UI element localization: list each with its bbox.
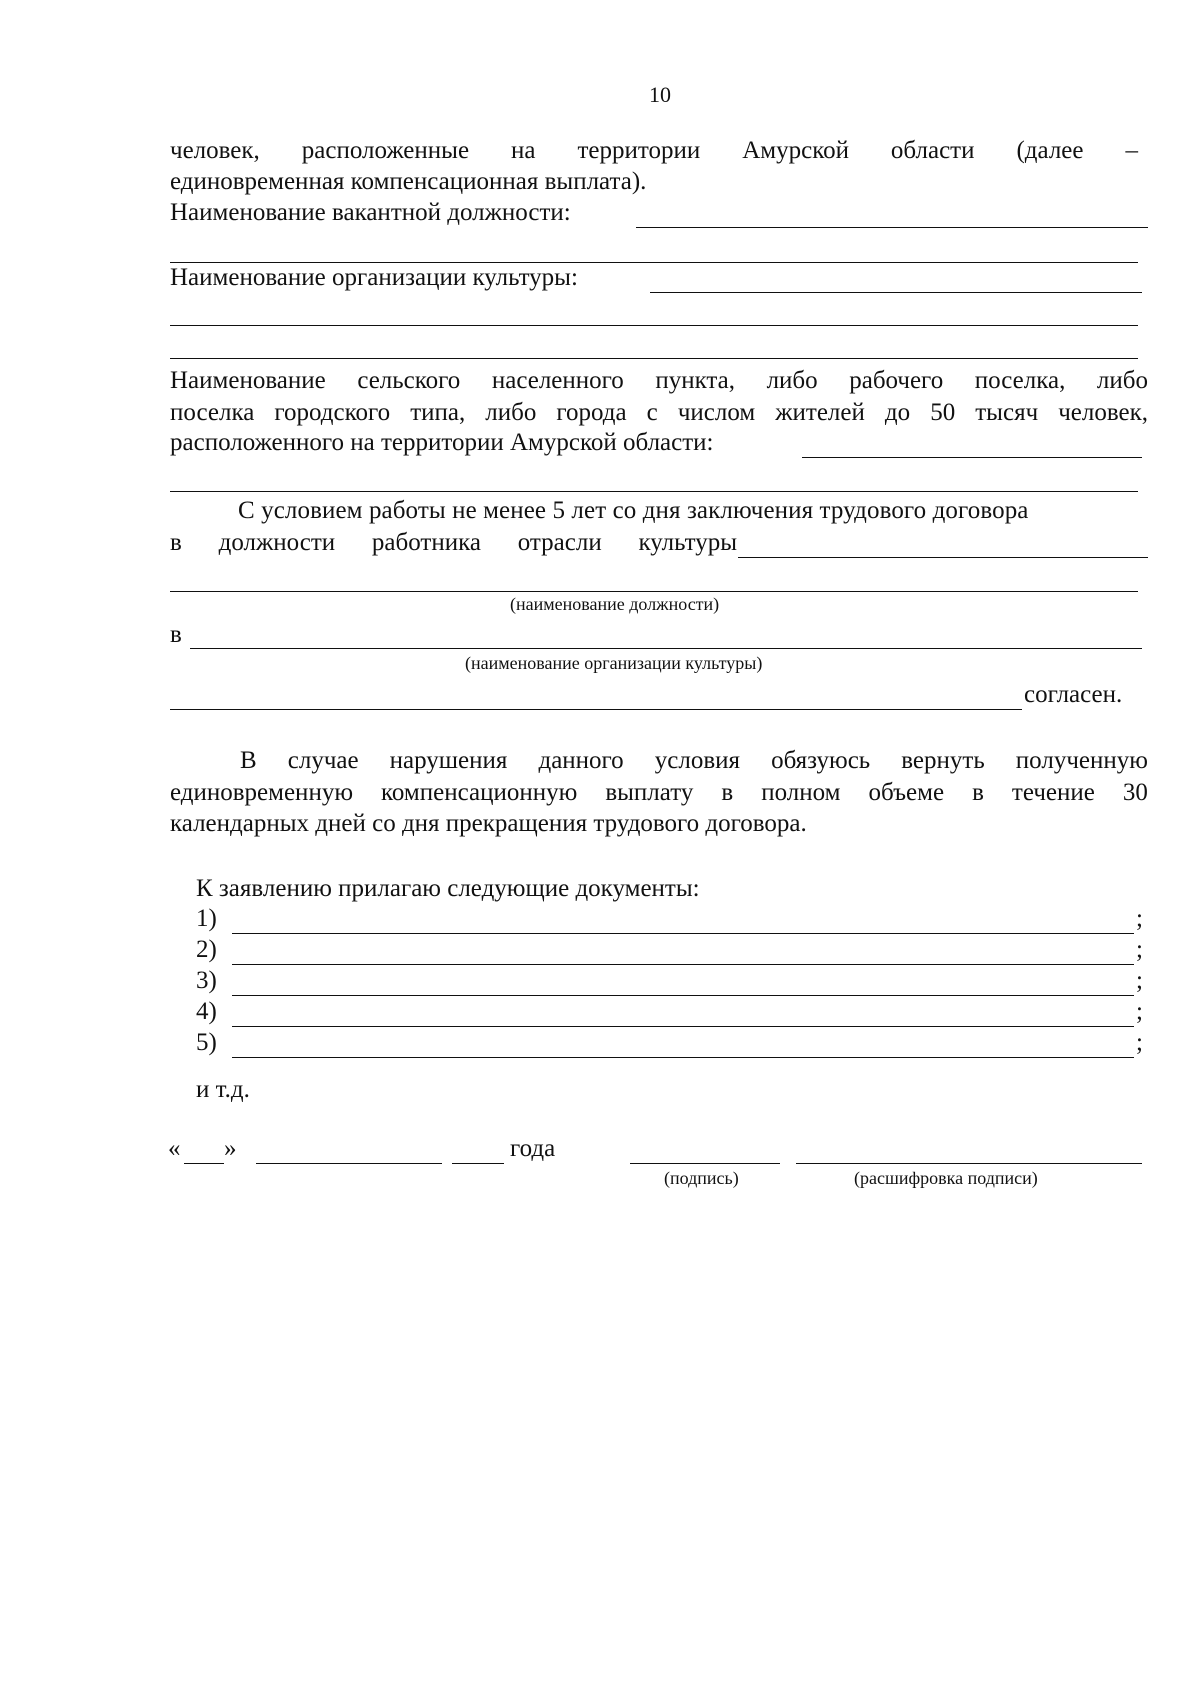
word: тысяч bbox=[975, 399, 1039, 426]
attachment-field[interactable] bbox=[232, 995, 1134, 996]
word: в bbox=[721, 779, 734, 806]
word: нарушения bbox=[389, 747, 508, 774]
word: 50 bbox=[930, 399, 956, 426]
condition-line-1: С условием работы не менее 5 лет со дня заключения трудового договора bbox=[238, 497, 1029, 524]
agree-field[interactable] bbox=[170, 709, 1022, 710]
word: человек, bbox=[1058, 399, 1148, 426]
word: В bbox=[240, 747, 257, 774]
attachment-number: 4) bbox=[196, 998, 217, 1025]
word: объеме bbox=[868, 779, 945, 806]
attachment-separator: ; bbox=[1136, 1029, 1143, 1056]
obligation-line-1 bbox=[240, 746, 1148, 776]
agree-text: согласен. bbox=[1024, 681, 1123, 708]
settlement-field[interactable] bbox=[802, 457, 1142, 458]
attachment-field[interactable] bbox=[232, 1057, 1134, 1058]
word: Наименование bbox=[170, 367, 326, 394]
word: выплату bbox=[605, 779, 694, 806]
date-year-field[interactable] bbox=[452, 1163, 504, 1164]
prefix-in: в bbox=[170, 621, 182, 648]
position-field[interactable] bbox=[738, 557, 1148, 558]
word: должности bbox=[218, 529, 336, 556]
word: компенсационную bbox=[381, 779, 578, 806]
word: (далее bbox=[1016, 137, 1084, 164]
obligation-line-3: календарных дней со дня прекращения трудового договора. bbox=[170, 810, 807, 837]
vacancy-field[interactable] bbox=[636, 227, 1148, 228]
word: поселка bbox=[170, 399, 255, 426]
date-year-word: года bbox=[510, 1135, 556, 1162]
word: случае bbox=[287, 747, 359, 774]
date-month-field[interactable] bbox=[256, 1163, 442, 1164]
word: либо bbox=[766, 367, 818, 394]
word: сельского bbox=[357, 367, 461, 394]
word: 30 bbox=[1122, 779, 1148, 806]
word: с bbox=[646, 399, 658, 426]
org-culture-field[interactable] bbox=[190, 648, 1142, 649]
caption-signature-decode: (расшифровка подписи) bbox=[854, 1168, 1038, 1188]
attachment-separator: ; bbox=[1136, 967, 1143, 994]
attachment-separator: ; bbox=[1136, 936, 1143, 963]
word: полном bbox=[761, 779, 841, 806]
word: – bbox=[1125, 137, 1138, 164]
attachment-separator: ; bbox=[1136, 998, 1143, 1025]
word: пункта, bbox=[655, 367, 736, 394]
word: на bbox=[511, 137, 536, 164]
attachment-separator: ; bbox=[1136, 905, 1143, 932]
word: полученную bbox=[1015, 747, 1148, 774]
word: города bbox=[556, 399, 627, 426]
word: культуры bbox=[638, 529, 737, 556]
word: территории bbox=[577, 137, 701, 164]
caption-org: (наименование организации культуры) bbox=[465, 653, 763, 673]
word: человек, bbox=[170, 137, 260, 164]
word: в bbox=[170, 529, 182, 556]
word: типа, bbox=[410, 399, 466, 426]
obligation-line-2 bbox=[170, 778, 1148, 808]
word: либо bbox=[1096, 367, 1148, 394]
org-field-continued-1[interactable] bbox=[170, 325, 1138, 326]
org-label: Наименование организации культуры: bbox=[170, 264, 578, 291]
settlement-field-continued[interactable] bbox=[170, 491, 1138, 492]
position-field-continued[interactable] bbox=[170, 591, 1138, 592]
attachments-etc: и т.д. bbox=[196, 1076, 250, 1103]
word: обязуюсь bbox=[771, 747, 871, 774]
org-field-continued-2[interactable] bbox=[170, 358, 1138, 359]
word: рабочего bbox=[849, 367, 944, 394]
intro-line-1 bbox=[170, 136, 1138, 166]
word: городского bbox=[274, 399, 391, 426]
attachment-field[interactable] bbox=[232, 964, 1134, 965]
caption-position: (наименование должности) bbox=[510, 594, 720, 614]
vacancy-label: Наименование вакантной должности: bbox=[170, 199, 571, 226]
signature-decode-field[interactable] bbox=[796, 1163, 1142, 1164]
condition-line-2 bbox=[170, 528, 737, 558]
word: поселка, bbox=[974, 367, 1066, 394]
word: отрасли bbox=[517, 529, 602, 556]
settlement-line-1 bbox=[170, 366, 1148, 396]
word: населенного bbox=[491, 367, 624, 394]
attachment-field[interactable] bbox=[232, 933, 1134, 934]
caption-signature: (подпись) bbox=[664, 1168, 739, 1188]
word: работника bbox=[371, 529, 481, 556]
attachment-number: 2) bbox=[196, 936, 217, 963]
word: Амурской bbox=[742, 137, 849, 164]
word: числом bbox=[677, 399, 756, 426]
word: условия bbox=[654, 747, 741, 774]
word: в bbox=[972, 779, 984, 806]
word: вернуть bbox=[901, 747, 985, 774]
page-number: 10 bbox=[649, 82, 671, 107]
word: либо bbox=[485, 399, 537, 426]
settlement-line-2 bbox=[170, 398, 1148, 428]
word: жителей bbox=[775, 399, 865, 426]
settlement-line-3: расположенного на территории Амурской области: bbox=[170, 429, 714, 456]
org-field[interactable] bbox=[650, 292, 1142, 293]
intro-line-2: единовременная компенсационная выплата). bbox=[170, 168, 647, 195]
signature-field[interactable] bbox=[630, 1163, 780, 1164]
word: до bbox=[884, 399, 911, 426]
word: области bbox=[890, 137, 975, 164]
date-quote-close: » bbox=[224, 1135, 237, 1162]
date-day-field[interactable] bbox=[184, 1163, 224, 1164]
date-quote-open: « bbox=[168, 1135, 181, 1162]
attachments-heading: К заявлению прилагаю следующие документы: bbox=[196, 875, 700, 902]
word: данного bbox=[538, 747, 624, 774]
word: единовременную bbox=[170, 779, 353, 806]
word: расположенные bbox=[301, 137, 470, 164]
attachment-field[interactable] bbox=[232, 1026, 1134, 1027]
attachment-number: 5) bbox=[196, 1029, 217, 1056]
attachment-number: 1) bbox=[196, 905, 217, 932]
word: течение bbox=[1011, 779, 1095, 806]
attachment-number: 3) bbox=[196, 967, 217, 994]
